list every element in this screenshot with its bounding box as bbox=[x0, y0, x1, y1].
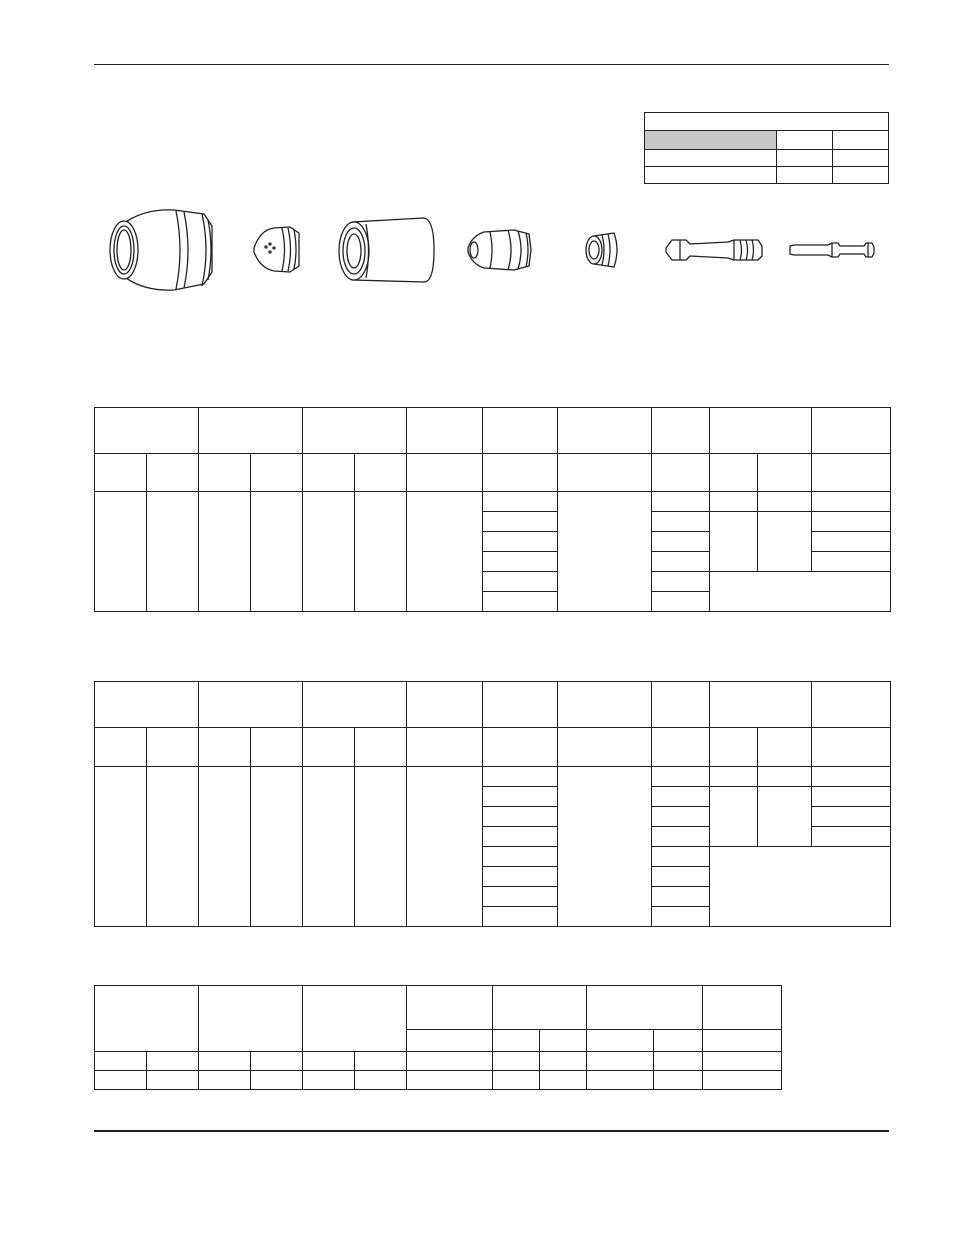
header-cell bbox=[710, 682, 812, 728]
table-cell bbox=[652, 867, 710, 887]
table-cell bbox=[355, 1071, 407, 1090]
subheader-cell bbox=[703, 1030, 782, 1052]
table-cell bbox=[483, 807, 558, 827]
reference-table-cell bbox=[833, 167, 889, 184]
subheader-cell bbox=[710, 454, 758, 492]
table-cell bbox=[812, 492, 891, 512]
nozzle-icon bbox=[468, 230, 531, 270]
table-cell bbox=[540, 1052, 587, 1071]
table-cell bbox=[483, 572, 558, 592]
table-cell bbox=[483, 592, 558, 612]
table-cell bbox=[587, 1071, 654, 1090]
table-cell bbox=[199, 492, 251, 612]
header-cell bbox=[812, 408, 891, 454]
table-cell bbox=[812, 767, 891, 787]
table-cell bbox=[710, 512, 758, 572]
table-row bbox=[95, 986, 782, 1030]
table-row bbox=[95, 492, 891, 512]
table-cell bbox=[710, 492, 758, 512]
header-cell bbox=[652, 408, 710, 454]
subheader-cell bbox=[251, 728, 303, 767]
table-cell bbox=[147, 492, 199, 612]
subheader-cell bbox=[303, 728, 355, 767]
header-cell bbox=[407, 408, 483, 454]
table-cell bbox=[652, 767, 710, 787]
table-cell bbox=[483, 492, 558, 512]
table-cell bbox=[355, 767, 407, 927]
subheader-cell bbox=[251, 454, 303, 492]
reference-table-shaded-row bbox=[645, 131, 889, 150]
table-cell bbox=[483, 767, 558, 787]
table-cell bbox=[812, 512, 891, 532]
footer-rule bbox=[94, 1130, 889, 1132]
table-cell bbox=[652, 787, 710, 807]
table-cell bbox=[95, 767, 147, 927]
header-cell bbox=[483, 408, 558, 454]
table-cell bbox=[251, 767, 303, 927]
table-cell bbox=[540, 1071, 587, 1090]
table-cell bbox=[652, 492, 710, 512]
table-cell bbox=[251, 1071, 303, 1090]
table-cell bbox=[758, 787, 812, 847]
table-row bbox=[95, 682, 891, 728]
subheader-cell bbox=[355, 728, 407, 767]
table-row bbox=[95, 1052, 782, 1071]
table-cell bbox=[483, 887, 558, 907]
table-cell bbox=[493, 1071, 540, 1090]
table-cell bbox=[710, 847, 891, 927]
table-cell bbox=[652, 807, 710, 827]
subheader-cell bbox=[652, 454, 710, 492]
table-row bbox=[95, 1071, 782, 1090]
subheader-cell bbox=[147, 728, 199, 767]
subheader-cell bbox=[654, 1030, 703, 1052]
subheader-cell bbox=[812, 728, 891, 767]
subheader-cell bbox=[812, 454, 891, 492]
header-cell bbox=[303, 408, 407, 454]
table-cell bbox=[483, 552, 558, 572]
reference-table-header-row bbox=[645, 113, 889, 131]
reference-table-cell bbox=[833, 150, 889, 167]
table-row bbox=[95, 454, 891, 492]
table-cell bbox=[303, 1071, 355, 1090]
table-cell bbox=[652, 592, 710, 612]
table-cell bbox=[95, 492, 147, 612]
header-cell bbox=[710, 408, 812, 454]
table-cell bbox=[199, 1071, 251, 1090]
table-cell bbox=[558, 492, 652, 612]
table-cell bbox=[483, 787, 558, 807]
header-rule bbox=[94, 64, 889, 65]
reference-table-cell bbox=[645, 131, 777, 150]
header-cell bbox=[703, 986, 782, 1030]
subheader-cell bbox=[710, 728, 758, 767]
table-cell bbox=[710, 767, 758, 787]
subheader-cell bbox=[147, 454, 199, 492]
header-cell bbox=[199, 408, 303, 454]
electrode-icon bbox=[666, 240, 762, 260]
table-cell bbox=[251, 1052, 303, 1071]
table-cell bbox=[758, 767, 812, 787]
table-cell bbox=[303, 492, 355, 612]
table-cell bbox=[355, 1052, 407, 1071]
subheader-cell bbox=[587, 1030, 654, 1052]
table-cell bbox=[652, 552, 710, 572]
subheader-cell bbox=[558, 728, 652, 767]
subheader-cell bbox=[493, 1030, 540, 1052]
table-cell bbox=[407, 1071, 493, 1090]
shield-icon bbox=[254, 227, 299, 272]
subheader-cell bbox=[407, 454, 483, 492]
subheader-cell bbox=[483, 728, 558, 767]
table-cell bbox=[812, 827, 891, 847]
subheader-cell bbox=[355, 454, 407, 492]
table-cell bbox=[652, 847, 710, 867]
table-cell bbox=[710, 787, 758, 847]
header-cell bbox=[483, 682, 558, 728]
table-row bbox=[95, 728, 891, 767]
reference-table-cell bbox=[645, 150, 777, 167]
shield-cap-icon bbox=[110, 210, 212, 290]
header-cell bbox=[558, 408, 652, 454]
header-cell bbox=[95, 682, 199, 728]
data-table-2 bbox=[94, 681, 891, 927]
subheader-cell bbox=[758, 454, 812, 492]
table-cell bbox=[558, 767, 652, 927]
table-cell bbox=[758, 512, 812, 572]
table-cell bbox=[812, 552, 891, 572]
table-cell bbox=[95, 1052, 147, 1071]
table-cell bbox=[199, 1052, 251, 1071]
subheader-cell bbox=[199, 454, 251, 492]
subheader-cell bbox=[95, 728, 147, 767]
reference-table-cell bbox=[777, 150, 833, 167]
subheader-cell bbox=[407, 1030, 493, 1052]
header-cell bbox=[407, 682, 483, 728]
subheader-cell bbox=[483, 454, 558, 492]
table-cell bbox=[407, 492, 483, 612]
reference-table-cell bbox=[645, 167, 777, 184]
table-cell bbox=[652, 907, 710, 927]
table-cell bbox=[147, 767, 199, 927]
subheader-cell bbox=[95, 454, 147, 492]
subheader-cell bbox=[199, 728, 251, 767]
table-cell bbox=[812, 807, 891, 827]
table-cell bbox=[95, 1071, 147, 1090]
table-cell bbox=[483, 512, 558, 532]
table-cell bbox=[251, 492, 303, 612]
table-cell bbox=[710, 572, 891, 612]
subheader-cell bbox=[540, 1030, 587, 1052]
subheader-cell bbox=[303, 454, 355, 492]
table-cell bbox=[812, 532, 891, 552]
table-cell bbox=[654, 1052, 703, 1071]
header-cell bbox=[303, 986, 407, 1052]
subheader-cell bbox=[652, 728, 710, 767]
table-cell bbox=[654, 1071, 703, 1090]
reference-table-row bbox=[645, 167, 889, 184]
table-cell bbox=[652, 887, 710, 907]
data-table-3 bbox=[94, 985, 782, 1090]
subheader-cell bbox=[407, 728, 483, 767]
table-cell bbox=[758, 492, 812, 512]
reference-table-title-cell bbox=[645, 113, 889, 131]
table-cell bbox=[199, 767, 251, 927]
reference-table bbox=[644, 112, 889, 184]
table-cell bbox=[355, 492, 407, 612]
table-cell bbox=[493, 1052, 540, 1071]
table-cell bbox=[483, 847, 558, 867]
table-cell bbox=[483, 867, 558, 887]
retaining-cap-icon bbox=[339, 218, 434, 282]
table-cell bbox=[147, 1071, 199, 1090]
table-cell bbox=[703, 1052, 782, 1071]
header-cell bbox=[199, 986, 303, 1052]
consumables-illustration bbox=[94, 200, 889, 300]
table-cell bbox=[652, 572, 710, 592]
table-cell bbox=[652, 512, 710, 532]
table-cell bbox=[483, 827, 558, 847]
header-cell bbox=[652, 682, 710, 728]
table-cell bbox=[812, 787, 891, 807]
reference-table-row bbox=[645, 150, 889, 167]
header-cell bbox=[95, 986, 199, 1052]
data-table-1 bbox=[94, 407, 891, 612]
header-cell bbox=[303, 682, 407, 728]
table-cell bbox=[407, 767, 483, 927]
table-cell bbox=[652, 827, 710, 847]
header-cell bbox=[407, 986, 493, 1030]
consumables-svg bbox=[94, 200, 889, 300]
table-cell bbox=[303, 1052, 355, 1071]
table-cell bbox=[652, 532, 710, 552]
header-cell bbox=[493, 986, 587, 1030]
table-cell bbox=[483, 532, 558, 552]
subheader-cell bbox=[558, 454, 652, 492]
water-tube-icon bbox=[790, 243, 874, 257]
reference-table-cell bbox=[777, 131, 833, 150]
table-cell bbox=[703, 1071, 782, 1090]
header-cell bbox=[95, 408, 199, 454]
reference-table-cell bbox=[833, 131, 889, 150]
header-cell bbox=[812, 682, 891, 728]
reference-table-cell bbox=[777, 167, 833, 184]
header-cell bbox=[587, 986, 703, 1030]
swirl-ring-icon bbox=[586, 233, 617, 267]
subheader-cell bbox=[758, 728, 812, 767]
header-cell bbox=[558, 682, 652, 728]
table-cell bbox=[407, 1052, 493, 1071]
table-cell bbox=[303, 767, 355, 927]
table-cell bbox=[147, 1052, 199, 1071]
table-row bbox=[95, 767, 891, 787]
table-cell bbox=[483, 907, 558, 927]
table-row bbox=[95, 408, 891, 454]
table-cell bbox=[587, 1052, 654, 1071]
header-cell bbox=[199, 682, 303, 728]
